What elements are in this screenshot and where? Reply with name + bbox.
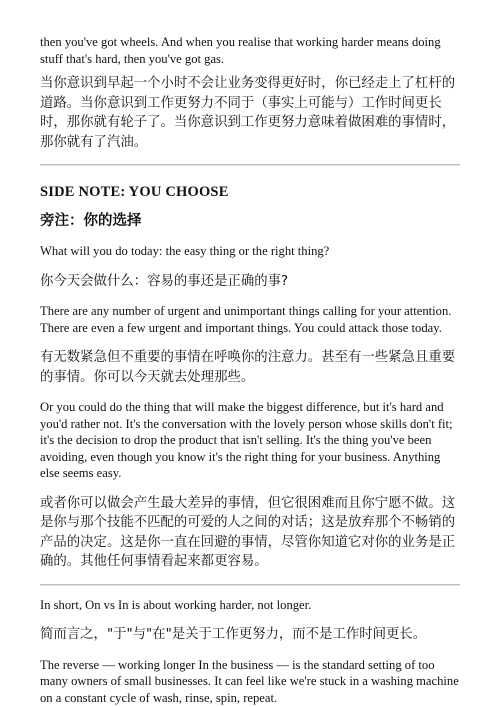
paragraph-zh-question: 你今天会做什么：容易的事还是正确的事? xyxy=(40,273,289,289)
section-heading-zh: 旁注：你的选择 xyxy=(40,213,142,229)
section-heading-en: SIDE NOTE: YOU CHOOSE xyxy=(40,184,229,200)
section-divider xyxy=(40,164,460,165)
paragraph-en-hard-thing: Or you could do the thing that will make the biggest difference, but it's hard and you'd rather not. It's the conversation with the lovely person whose skills don't fit; it's the decision to drop the product that isn't selling. It's the thing you've been avoiding, even though you know it's the right thing for your business. Anything else seems easy. xyxy=(40,400,453,480)
paragraph-zh-hard-thing: 或者你可以做会产生最大差异的事情，但它很困难而且你宁愿不做。这是你与那个技能不匹配的可爱的人之间的对话；这是放弃那个不畅销的产品的决定。这是你一直在回避的事情，尽管你知道它对你的业务是正确的。其他任何事情看起来都更容易。 xyxy=(40,495,456,569)
paragraph-en-summary: In short, On vs In is about working harder, not longer. xyxy=(40,597,312,612)
paragraph-zh-continued: 当你意识到早起一个小时不会让业务变得更好时，你已经走上了杠杆的道路。当你意识到工作更努力不同于（事实上可能与）工作时间更长时，那你就有轮子了。当你意识到工作更努力意味着做困难的事情时，那你就有了汽油。 xyxy=(40,76,456,150)
section-divider-2 xyxy=(40,584,460,585)
paragraph-en-question: What will you do today: the easy thing or the right thing? xyxy=(40,244,330,258)
paragraph-en-urgent: There are any number of urgent and unimportant things calling for your attention. There are even a few urgent and important things. You could attack those today. xyxy=(40,304,452,335)
paragraph-zh-urgent: 有无数紧急但不重要的事情在呼唤你的注意力。甚至有一些紧急且重要的事情。你可以今天就去处理那些。 xyxy=(40,350,456,385)
paragraph-zh-summary: 简而言之，"于"与"在"是关于工作更努力，而不是工作时间更长。 xyxy=(40,627,427,642)
paragraph-en-continued: then you've got wheels. And when you realise that working harder means doing stuff that's hard, then you've got gas. xyxy=(40,35,441,66)
paragraph-en-reverse: The reverse — working longer In the business — is the standard setting of too many owners of small businesses. It can feel like we're stuck in a washing machine on a constant cycle of wash, rinse, spin, repeat. xyxy=(40,657,459,705)
